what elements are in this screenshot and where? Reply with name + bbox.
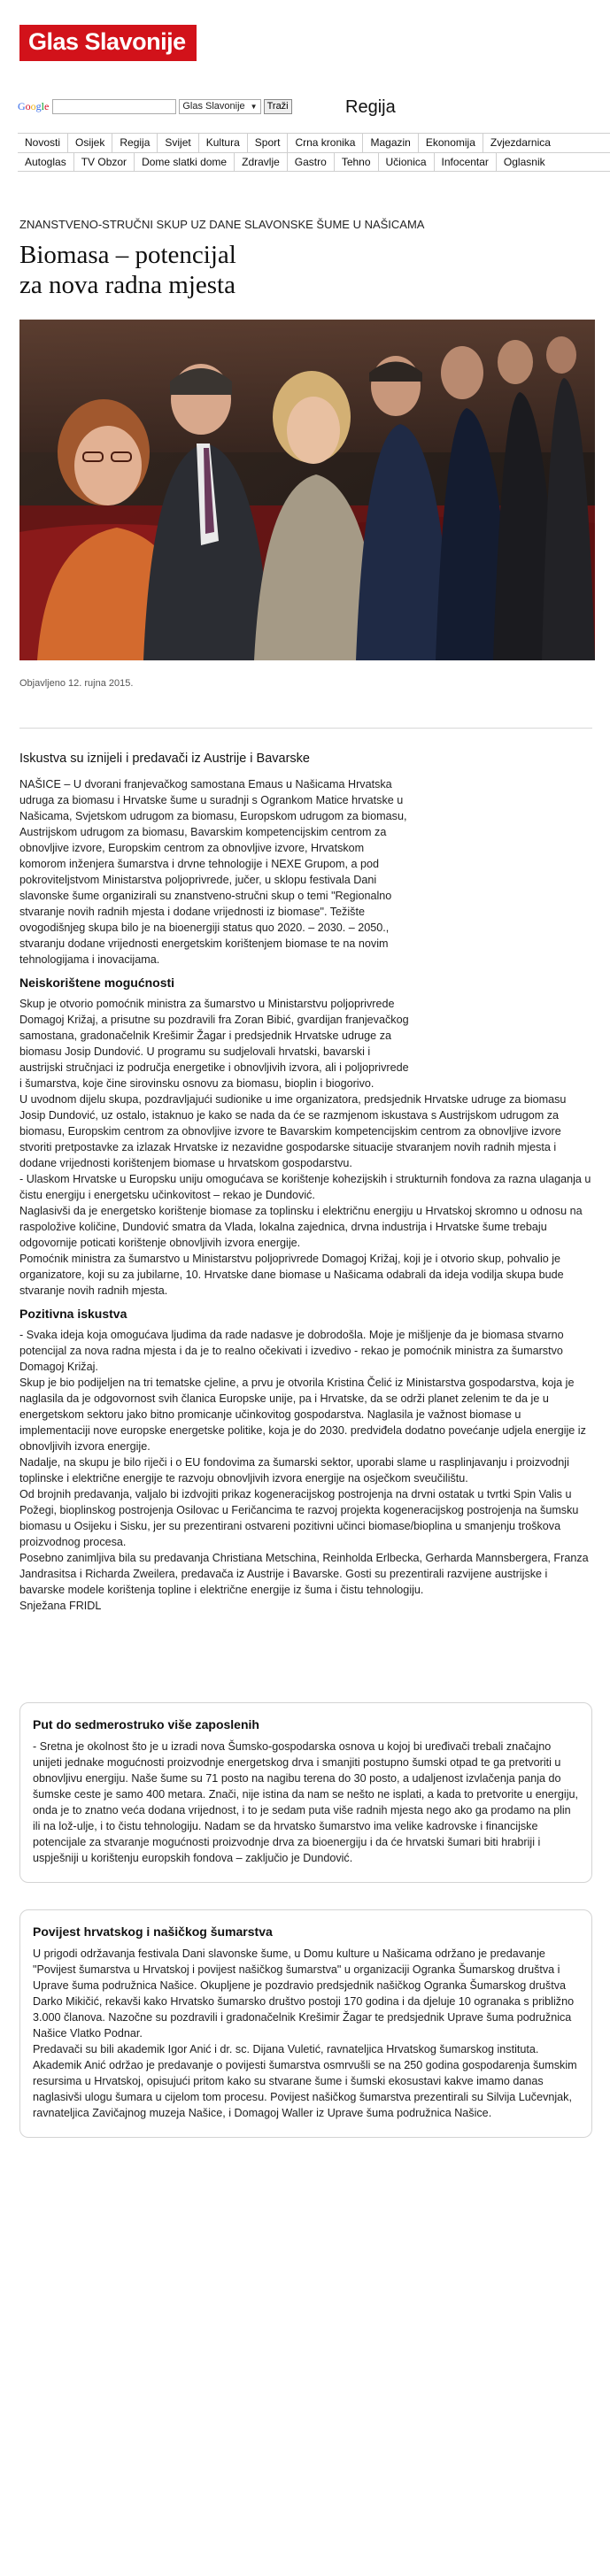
box-text <box>33 1739 579 1866</box>
article-section-2 <box>19 1306 592 1614</box>
paragraph: U uvodnom dijelu skupa, pozdravljajući sudionike u ime organizatora, predsjednik Hrvatske udruge za biomasu Josip Dundović, uz ostalo, istaknuo je kako se nada da će se razmjenom iskustava s Austrijskom udrugom za biomasu, Europskim centrom za obnovljive izvore te Bavarskim kompetencijskim centrom za obnovljive izvore stvoriti pretpostavke za izlazak Hrvatske iz nezavidne gospodarske situacije stvaranjem novih radnih mjesta i dodane vrijednosti korištenjem biomase u hrvatskom gospodarstvu. <box>19 1093 567 1169</box>
nav-item-dome-slatki-dome[interactable]: Dome slatki dome <box>135 153 235 172</box>
headline-line-2: za nova radna mjesta <box>19 271 236 299</box>
sidebar-box-history <box>19 1909 592 2138</box>
paragraph: - Sretna je okolnost što je u izradi nova Šumsko-gospodarska osnova u kojoj bi uređivači trebali značajno unijeti jednake mogućnosti proizvodnje energetskog drva i smanjiti postupno šumski otpad te ga pretvoriti u obnovljivu energiju. Naše šume su 71 posto na nagibu terena do 30 posto, a udaljenost izvlačenja panja do šumske ceste je samo 400 metara. Znači, nije istina da nam se nešto ne isplati, a kada to pretvorite u energiju, onda je to znatno veća dodana vrijednost, i to je sedam puta više radnih mjesta nego ako ga prodamo na plin ili na lož-ulje, i to čistu tehnologiju. Nadam se da hrvatsko šumarstvo ima velike kadrovske i financijske potencijale za stvaranje mogućnosti proizvodnje drva za bioenergiju i da će hrvatski šumari biti hrabriji i uspješniji u korištenju europskih fondova – zaključio je Dundović. <box>33 1740 579 1864</box>
article-supertitle: ZNANSTVENO-STRUČNI SKUP UZ DANE SLAVONSKE ŠUME U NAŠICAMA <box>19 218 425 231</box>
paragraph: NAŠICE – U dvorani franjevačkog samostana Emaus u Našicama Hrvatska udruga za biomasu i Hrvatske šume u suradnji s Ogrankom Matice hrvatske u Našicama, Svjetskom udrugom za biomasu, Europskom udrugom za biomasu, Austrijskom udrugom za biomasu, Bavarskim kompetencijskim centrom za obnovljive izvore, Europskim centrom za obnovljive izvore, Hrvatskom komorom inženjera šumarstva i drvne tehnologije i NEXE Grupom, a pod pokroviteljstvom Ministarstva poljoprivrede, jučer, u sklopu festivala Dani slavonske šume organizirali su znanstveno-stručni skup o temi "Regionalno stvaranje novih radnih mjesta i dodane vrijednosti iz biomase". Težište ovogodišnjeg skupa bilo je na bioenergiji status quo 2020. – 2030. – 2050., stvaranju dodane vrijednosti energetskim korištenjem biomase te na novim tehnologijama i inovacijama. <box>19 778 407 966</box>
nav-item-autoglas[interactable]: Autoglas <box>18 153 74 172</box>
site-select[interactable] <box>179 99 260 114</box>
paragraph: - Ulaskom Hrvatske u Europsku uniju omogućava se korištenje kohezijskih i strukturnih fondova za razna ulaganja u čistu energiju i energetsku učinkovitost – rekao je Dundović. <box>19 1173 591 1201</box>
box-title: Put do sedmerostruko više zaposlenih <box>33 1717 259 1731</box>
article <box>0 218 610 1614</box>
google-logo: Google <box>18 99 50 112</box>
paragraph: Naglasivši da je energetsko korištenje biomase za toplinsku i električnu energiju u Hrvatskoj skromno u odnosu na raspoložive količine, Dundović smatra da Vlada, lokalna zajednica, drvna industrija i Hrvatske šume trebaju odgovornije poticati korištenje obnovljivih izvora energije. <box>19 1205 583 1249</box>
logo-bar <box>0 0 610 80</box>
subheading: Pozitivna iskustva <box>19 1307 127 1321</box>
published-date: Objavljeno 12. rujna 2015. <box>19 678 134 689</box>
article-author: Snježana FRIDL <box>19 1600 102 1612</box>
nav-item-gastro[interactable]: Gastro <box>288 153 335 172</box>
nav-item-osijek[interactable]: Osijek <box>68 134 112 152</box>
article-lede: Iskustva su iznijeli i predavači iz Austrije i Bavarske <box>19 752 310 766</box>
paragraph: Skup je bio podijeljen na tri tematske cjeline, a prvu je otvorila Kristina Čelić iz Ministarstva gospodarstva, koja je naglasila da je odgovornost svih članica Europske unije, pa i Hrvatske, da se održi planet zelenim te da je u energetskom sektoru jako bitno promicanje učinkovitog gospodarstva. Naglasila je važnost biomase u implementaciji nove europske energetske politike, koja je do 2030. predviđela dodatno povećanje udjela energije iz obnovljivih izvora energije. <box>19 1377 586 1453</box>
article-headline <box>19 240 592 300</box>
conference-audience-image <box>19 320 595 660</box>
nav-item-magazin[interactable]: Magazin <box>363 134 418 152</box>
nav-item-novosti[interactable]: Novosti <box>18 134 68 152</box>
nav-item-oglasnik[interactable]: Oglasnik <box>503 155 545 168</box>
nav-item-crna-kronika[interactable]: Crna kronika <box>288 134 363 152</box>
divider <box>19 728 592 729</box>
nav-item-tehno[interactable]: Tehno <box>335 153 379 172</box>
nav-item-svijet[interactable]: Svijet <box>158 134 198 152</box>
nav-item-sport[interactable]: Sport <box>248 134 289 152</box>
paragraph: U prigodi održavanja festivala Dani slavonske šume, u Domu kulture u Našicama održano je predavanje "Povijest šumarstva u Hrvatskoj i povijest našičkog šumarstva" u organizaciji Ogranka Šumarskog društva i Uprave šuma podružnica Našice. Okupljene je pozdravio predsjednik našičkog Ogranka Šumarskog društva Darko Mikičić, rekavši kako Hrvatsko šumarsko društvo postoji 170 godina i da djeluje 10 ogranaka s približno 3.000 članova. Nazočne su pozdravili i gradonačelnik Krešimir Žagar te predsjednik Uprave šuma podružnica Našice Vlatko Podnar. <box>33 1947 575 2040</box>
nav-item-ekonomija[interactable]: Ekonomija <box>419 134 483 152</box>
paragraph: Skup je otvorio pomoćnik ministra za šumarstvo u Ministarstvu poljoprivrede Domagoj Križaj, a prisutne su pozdravili fra Zoran Bibić, gvardijan franjevačkog samostana, gradonačelnik Krešimir Žagar i predsjednik Hrvatske udruge za biomasu Josip Dundović. U programu su sudjelovali hrvatski, bavarski i austrijski stručnjaci iz područja energetike i obnovljivih izvora, ali i poljoprivrede i šumarstva, koje čine sirovinsku osnovu za biomasu, bioplin i biogorivo. <box>19 998 409 1090</box>
main-nav <box>18 133 610 172</box>
nav-item-tv-obzor[interactable]: TV Obzor <box>74 153 135 172</box>
search-input[interactable] <box>52 99 176 114</box>
nav-item-kultura[interactable]: Kultura <box>199 134 248 152</box>
paragraph: Nadalje, na skupu je bilo riječi i o EU fondovima za šumarski sektor, uporabi slame u rasplinjavanju i proizvodnji toplinske i električne energije te razvoju obnovljivih izvora energije na osječkom sveučilištu. <box>19 1456 569 1485</box>
nav-item-zvjezdarnica[interactable]: Zvjezdarnica <box>490 136 551 149</box>
box-text <box>33 1946 579 2121</box>
search-row <box>0 80 610 133</box>
article-intro <box>19 776 409 968</box>
paragraph: Pomoćnik ministra za šumarstvo u Ministarstvu poljoprivrede Domagoj Križaj, koji je i otvorio skup, pohvalio je organizatore, koji su za jubilarne, 10. Hrvatske dane biomase u Našicama odabrali da ideja vodilja skupa bude stvaranje novih radnih mjesta. <box>19 1253 564 1297</box>
nav-item-ucionica[interactable]: Učionica <box>379 153 435 172</box>
paragraph: - Svaka ideja koja omogućava ljudima da rade nadasve je dobrodošla. Moje je mišljenje da je biomasa stvarno potencijal za nova radna mjesta i da je to realno očekivati i izvedivo - rekao je pomoćnik ministra za šumarstvo Domagoj Križaj. <box>19 1329 564 1373</box>
sidebar-box-employment <box>19 1702 592 1883</box>
paragraph: Predavači su bili akademik Igor Anić i dr. sc. Dijana Vuletić, ravnateljica Hrvatskog šumarskog instituta. Akademik Anić održao je predavanje o povijesti šumarstva osmrvušli se na 250 godina gospodarenja šumskim resursima u Hrvatskoj, opisujući pritom kako su stvarane šume i šumski ekosustavi kakve imamo danas naglasivši ulogu šumara u cijelom tom procesu. Povijest našičkog šumarstva prezentirali su Silvija Lučevnjak, ravnateljica Zavičajnog muzeja Našice, i Domagoj Waller iz Uprave šuma podružnica Našice. <box>33 2043 577 2119</box>
nav-item-zdravlje[interactable]: Zdravlje <box>235 153 288 172</box>
box-title: Povijest hrvatskog i našičkog šumarstva <box>33 1924 273 1939</box>
paragraph: Posebno zanimljiva bila su predavanja Christiana Metschina, Reinholda Erlbecka, Gerharda Mannsbergera, Franza Jandrasitsa i Richarda Zweilera, predavača iz Austrije i Bavarske. Gosti su prezentirali razvijene austrijske i bavarske modele korištenja topline i električne energije iz šuma i čistu tehnologiju. <box>19 1552 589 1596</box>
nav-item-infocentar[interactable]: Infocentar <box>435 153 497 172</box>
search-button[interactable]: Traži <box>264 99 292 114</box>
nav-item-regija[interactable]: Regija <box>112 134 158 152</box>
subheading: Neiskorištene mogućnosti <box>19 976 175 990</box>
article-section-1 <box>19 975 592 1299</box>
nav-row-2 <box>18 152 610 171</box>
article-photo[interactable] <box>19 320 595 660</box>
site-logo[interactable]: Glas Slavonije <box>19 25 197 61</box>
chevron-down-icon: ▼ <box>250 102 258 111</box>
paragraph: Od brojnih predavanja, valjalo bi izdvojiti prikaz kogeneracijskog postrojenja na drvni ostatak u tvrtki Spin Valis u Požegi, bioplinskog postrojenja Osilovac u Feričancima te razvoj projekta kogeneracijskog postrojenja na šumsku biomasu u Osijeku i Sisku, jer su prezentirani ostvareni pozitivni učinci biomase/bioplina u smanjenju troškova proizvodnog procesa. <box>19 1488 579 1548</box>
headline-line-1: Biomasa – potencijal <box>19 241 236 269</box>
section-title: Regija <box>345 97 396 117</box>
nav-row-1 <box>18 134 610 152</box>
site-select-value: Glas Slavonije <box>182 101 245 112</box>
